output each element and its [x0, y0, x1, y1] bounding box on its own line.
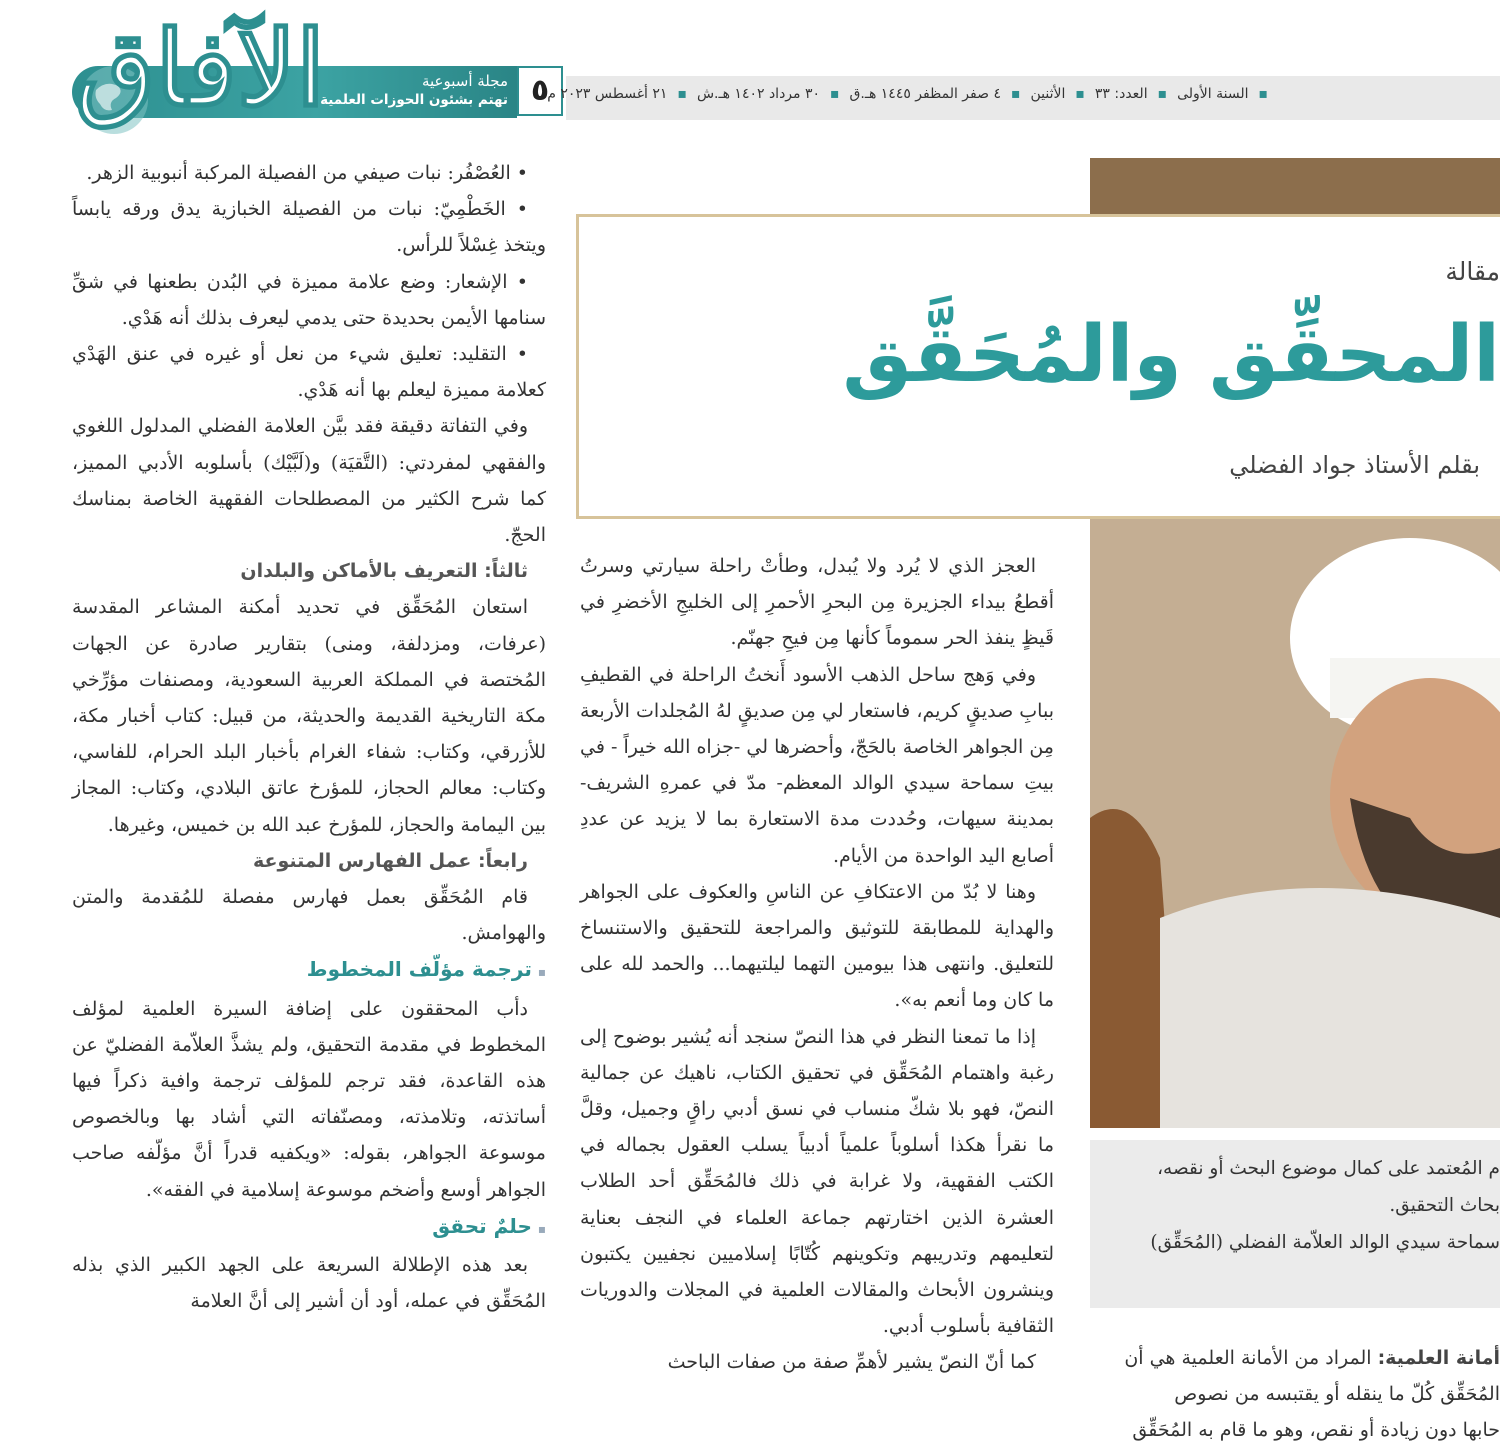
section-heading: ▪ حلمٌ تحقق	[72, 1208, 546, 1247]
separator-dot: ▪	[1258, 86, 1268, 102]
paragraph: وفي التفاتة دقيقة فقد بيَّن العلامة الفضلي المدلول اللغوي والفقهي لمفردتي: (التَّقيَة) و(لَبَّيْك) بأسلوبه الأدبي المميز، كما شرح الكثير من المصطلحات الفقهية الخاصة بمناسك الحجّ.	[72, 415, 546, 547]
paragraph: • العُصْفُر: نبات صيفي من الفصيلة المركبة أنبوبية الزهر.	[86, 162, 528, 184]
issue-item: ٢١ أغسطس ٢٠٢٣ م	[547, 86, 668, 102]
paragraph-line: المراد من الأمانة العلمية هي أن	[1124, 1347, 1372, 1369]
magazine-logo: الآفاق	[74, 7, 325, 130]
paragraph: قام المُحَقِّق بعمل فهارس مفصلة للمُقدمة والمتن والهوامش.	[72, 886, 546, 945]
column-right	[1088, 1340, 1500, 1448]
caption-line: بحاث التحقيق.	[1389, 1195, 1500, 1216]
issue-item: العدد: ٣٣	[1094, 86, 1148, 102]
issue-item: الأثنين	[1030, 86, 1066, 102]
section-subheading: رابعاً: عمل الفهارس المتنوعة	[252, 849, 528, 872]
paragraph: استعان المُحَقِّق في تحديد أمكنة المشاعر المقدسة (عرفات، ومزدلفة، ومنى) بتقارير صادرة عن الجهات المُختصة في المملكة العربية السعودية، ومصنفات مؤرِّخي مكة التاريخية القديمة والحديثة، من قبيل: كتاب أخبار مكة، للأزرقي، وكتاب: شفاء الغرام بأخبار البلد الحرام، للفاسي، وكتاب: معالم الحجاز، للمؤرخ عاتق البلادي، وكتاب: المجاز بين اليمامة والحجاز، للمؤرخ عبد الله بن خميس، وغيرها.	[72, 596, 546, 836]
paragraph: وهنا لا بُدّ من الاعتكافِ عن الناسِ والعكوف على الجواهر والهداية للمطابقة للتوثيق والمراجعة للتحقيق والاستنساخ للتعليق. وانتهى هذا بيومين التهما ليلتيهما... والحمد لله على ما كان وما أنعم به».	[580, 880, 1054, 1012]
section-lead: أمانة العلمية:	[1377, 1347, 1500, 1369]
title-box	[576, 214, 1500, 519]
paragraph: • التقليد: تعليق شيء من نعل أو غيره في عنق الهَدْي كعلامة مميزة ليعلم بها أنه هَدْي.	[72, 343, 546, 402]
article-title: المحقِّق والمُحَقَّق	[842, 310, 1500, 400]
paragraph-line: المُحَقِّق كُلّ ما ينقله أو يقتبسه من نصوص	[1174, 1383, 1500, 1405]
paragraph: وفي وَهج ساحل الذهب الأسود أَنختُ الراحلة في القطيفِ ببابِ صديقٍ كريم، فاستعار لي مِن صديقٍ لهُ المُجلدات الأربعة مِن الجواهر الخاصة بالحَجّ، وأحضرها لي -جزاه الله خيراً - في بيتِ سماحة سيدي الوالد المعظم- مدّ في عمرهِ الشريف- بمدينة سيهات، وحُددت مدة الاستعارة بما لا يزيد عن عددِ أصابع اليد الواحدة من الأيام.	[580, 663, 1054, 867]
magazine-tagline: تهتم بشئون الحوزات العلمية	[320, 92, 508, 108]
column-middle	[580, 548, 1054, 1381]
separator-dot: ▪	[830, 86, 840, 102]
caption-line: سماحة سيدي الوالد العلاّمة الفضلي (المُحَقِّق)	[1150, 1232, 1500, 1253]
issue-item: ٣٠ مرداد ١٤٠٢ هـ.ش	[696, 86, 821, 102]
paragraph: دأب المحققون على إضافة السيرة العلمية لمؤلف المخطوط في مقدمة التحقيق، ولم يشذَّ العلاّمة الفضليّ عن هذه القاعدة، فقد ترجم للمؤلف ترجمة وافية ذكراً فيها أساتذته، وتلامذته، ومصنّفاته التي أشاد بها وبالخصوص موسوعة الجواهر، بقوله: «ويكفيه قدراً أنَّ مؤلّفه صاحب الجواهر أوسع وأضخم موسوعة إسلامية في الفقه».	[72, 997, 546, 1201]
separator-dot: ▪	[1075, 86, 1085, 102]
article-kicker: مقالة	[1445, 257, 1500, 286]
issue-item: السنة الأولى	[1177, 86, 1249, 102]
section-heading: ▪ ترجمة مؤلّف المخطوط	[72, 951, 546, 990]
issue-item: ٤ صفر المظفر ١٤٤٥ هـ.ق	[849, 86, 1001, 102]
separator-dot: ▪	[677, 86, 687, 102]
article-byline: بقلم الأستاذ جواد الفضلي	[1229, 451, 1480, 479]
page-number: ٥	[517, 66, 563, 116]
photo-caption	[1100, 1150, 1500, 1261]
paragraph: • الخَطْمِيّ: نبات من الفصيلة الخبازية يدق ورقه يابساً ويتخذ غِسْلاً للرأس.	[72, 198, 546, 257]
column-left	[72, 155, 546, 1320]
section-subheading: ثالثاً: التعريف بالأماكن والبلدان	[240, 560, 528, 583]
caption-line: م المُعتمد على كمال موضوع البحث أو نقصه،	[1157, 1158, 1500, 1179]
paragraph: العجز الذي لا يُرد ولا يُبدل، وطأتْ راحلة سيارتي وسرتُ أقطعُ بيداء الجزيرة مِن البحرِ الأحمرِ إلى الخليجِ الأخضرِ في قَيظٍ ينفذ الحر سموماً كأنها مِن فيحِ جهنّم.	[580, 555, 1054, 650]
magazine-name: مجلة أسبوعية	[421, 72, 508, 90]
separator-dot: ▪	[1010, 86, 1021, 102]
paragraph: • الإشعار: وضع علامة مميزة في البُدن بطعنها في شقِّ سنامها الأيمن بحديدة حتى يدمي ليعرف بذلك أنه هَدْي.	[72, 270, 546, 329]
issue-info	[547, 86, 1268, 112]
separator-dot: ▪	[1157, 86, 1168, 102]
paragraph: إذا ما تمعنا النظر في هذا النصّ سنجد أنه يُشير بوضوح إلى رغبة واهتمام المُحَقِّق في تحقيق الكتاب، ناهيك عن جمالية النصّ، فهو بلا شكّ منساب في نسق أدبي راقٍ وجميل، وقلَّ ما نقرأ هكذا أسلوباً علمياً أدبياً يسلب العقول بجماله في الكتب الفقهية، ولا غرابة في ذلك فالمُحَقِّق أحد الطلاب العشرة الذين اختارتهم جماعة العلماء في النجف بعناية لتعليمهم وتدريبهم وتكوينهم كُتّابًا إسلاميين نجفيين يكتبون وينشرون الأبحاث والمقالات العلمية في المجلات والدوريات الثقافية بأسلوب أدبي.	[580, 1025, 1054, 1338]
paragraph: بعد هذه الإطلالة السريعة على الجهد الكبير الذي بذله المُحَقِّق في عمله، أود أن أشير إلى أنَّ العلامة	[72, 1254, 546, 1313]
paragraph-line: حابها دون زيادة أو نقص، وهو ما قام به المُحَقِّق	[1132, 1419, 1500, 1441]
paragraph: كما أنّ النصّ يشير لأهمِّ صفة من صفات الباحث	[667, 1351, 1036, 1374]
